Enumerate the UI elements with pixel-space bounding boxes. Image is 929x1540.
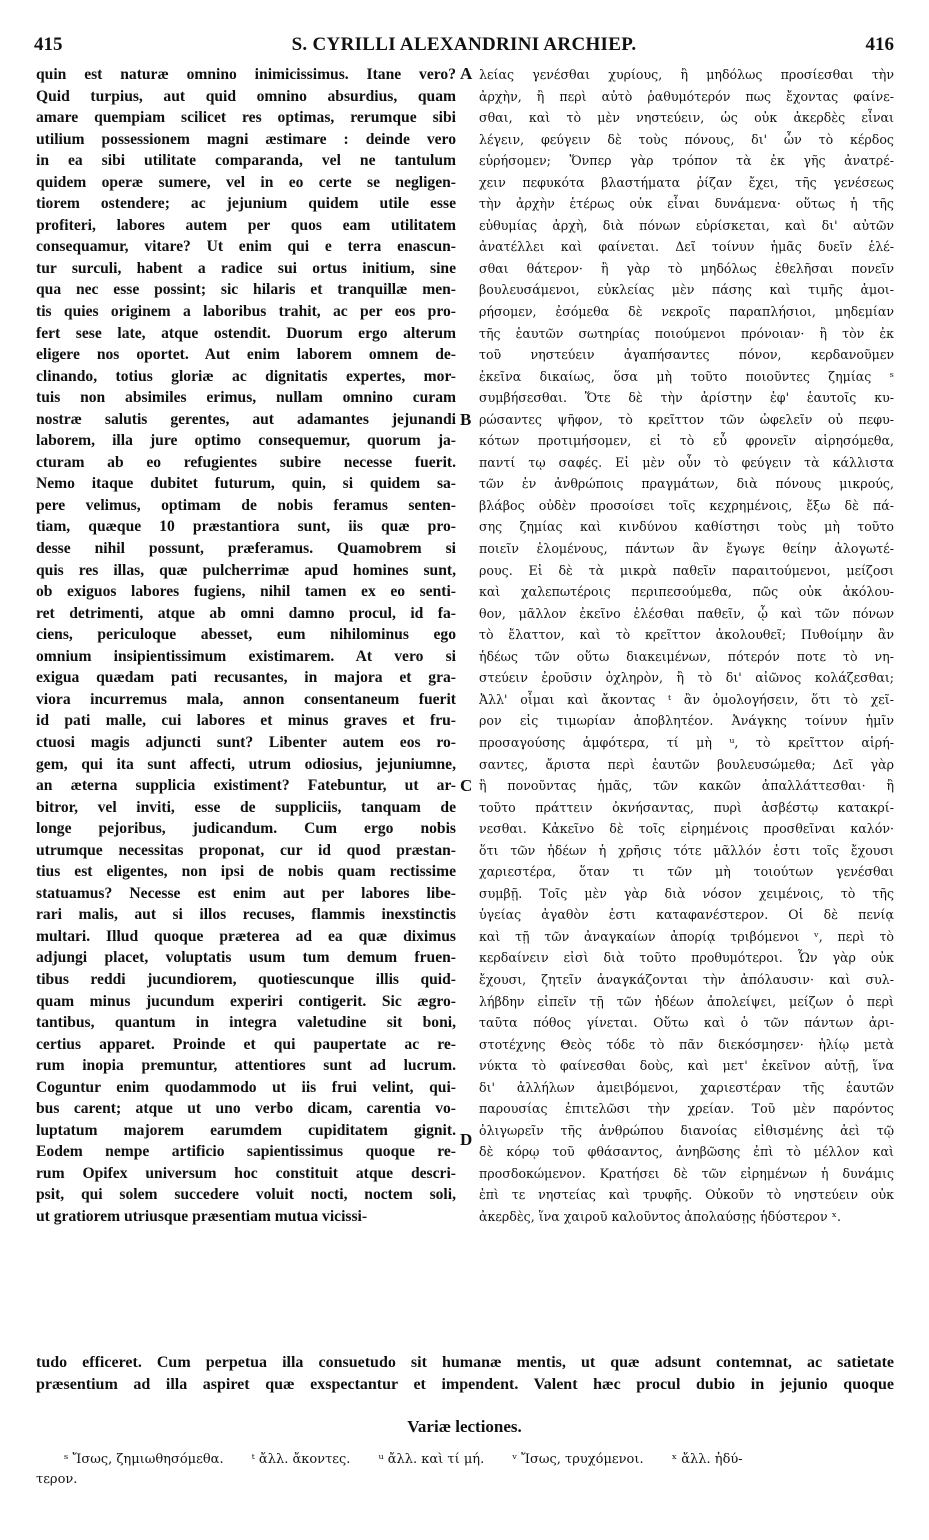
greek-text-line: δὲ κόρῳ τοῦ φθάσαντος, ἀνηβῶσης ἐπὶ τὸ μέλλον καὶ (479, 1144, 894, 1160)
greek-text-line: σθαι θάτερον· ἢ γὰρ τὸ μηδόλως ἐθελῆσαι πονεῖν (479, 260, 894, 276)
latin-text-line: exigua quædam pati recusantes, in majora et gra- (36, 669, 456, 687)
latin-text-line: ctuosi magis adjuncti sunt? Libenter autem eos ro- (36, 733, 456, 751)
greek-text-line: εὑρήσομεν; Ὅνπερ γὰρ τρόπον τὰ ἐκ γῆς ἀνατρέ- (479, 153, 894, 169)
greek-text-line: θον, μᾶλλον ἐκεῖνο ἑλέσθαι παθεῖν, ᾧ καὶ τῶν πόνων (479, 605, 894, 621)
greek-text-line: σης ζημίας καὶ κινδύνου καθίστησι τοὺς μὴ τοῦτο (479, 519, 894, 535)
greek-text-line: χειν πεφυκότα βλαστήματα ῥίζαν ἔχει, τῆς γενέσεως (479, 174, 894, 190)
greek-text-line: προσαγούσης ἀμφότερα, τί μὴ ᵘ, τὸ κρεῖττον αἱρή- (479, 734, 894, 750)
greek-text-line: παρουσίας ἐπιτελῶσι τὴν χρείαν. Τοῦ μὲν παρόντος (479, 1101, 894, 1117)
latin-text-line: bitror, vel inviti, esse de suppliciis, tanquam de (36, 798, 456, 816)
margin-marker-c: C (460, 776, 473, 795)
latin-text-line: luptatum majorem earumdem cupiditatem gignit. (36, 1121, 456, 1139)
latin-text-line: quin est naturæ omnino inimicissimus. Itane vero? (36, 66, 456, 83)
latin-text-line: desse nihil possunt, præferamus. Quamobrem si (36, 540, 456, 558)
greek-text-line: ρώσαντες ψῆφον, τὸ κρεῖττον τῶν ὠφελεῖν οὐ πεφυ- (479, 411, 894, 427)
greek-text-line: ἐκεῖνα δικαίως, ὅσα μὴ τοῦτο ποιοῦντες ζημίας ˢ (479, 368, 894, 384)
greek-text-line: ρήσομεν, ἐσόμεθα δὲ νεκροῖς παραπλήσιοι, μηδεμίαν (479, 304, 894, 320)
greek-text-line: ποιεῖν ἑλομένους, πάντων ἂν ἔγωγε θείην ἀλογωτέ- (479, 541, 894, 557)
latin-text-line: ciens, periculoque abesset, eum nihilominus ego (36, 626, 456, 644)
greek-text-line: νεσθαι. Κἀκεῖνο δὲ τοῖς εἰρημένοις προσθεῖναι καλόν· (479, 821, 894, 837)
greek-text-line: σθαι, καὶ τὸ μὲν νηστεύειν, ὡς οὐκ ἀκερδὲς εἶναι (479, 110, 894, 126)
margin-marker-a: A (460, 64, 473, 83)
greek-text-line: χαριεστέρα, ὅταν τι τῶν μὴ τοιούτων γενέσθαι (479, 864, 894, 880)
greek-column (479, 64, 894, 1228)
latin-text-line: fert sese late, atque ostendit. Duorum ergo alterum (36, 324, 456, 342)
latin-text-line: omnium insipientissimum existimarem. At vero si (36, 647, 456, 665)
latin-text-line: in ea sibi utilitate comparanda, vel ne tantulum (36, 152, 456, 170)
latin-text-line: Quid turpius, aut quid omnino absurdius, quam (36, 87, 456, 105)
greek-text-line: στεύειν ἐροῦσιν ὀχληρὸν, ἢ τὸ δι' αἰῶνος κολάζεσθαι; (479, 670, 894, 686)
latin-text-line: eligere nos oportet. Aut enim laborem omnem de- (36, 346, 456, 364)
latin-text-line: amare quempiam scilicet res optimas, rerumque sibi (36, 109, 456, 127)
full-width-text-line: præsentium ad illa aspiret quæ exspectantur et impendent. Valent hæc procul dubio in jejunio quoque (36, 1375, 894, 1393)
greek-text-line: εὐθυμίας ἀρχὴ, διὰ πόνων εὑρίσκεται, καὶ δι' αὐτῶν (479, 217, 894, 233)
latin-text-line: utilium possessionem magni æstimare : deinde vero (36, 130, 456, 148)
greek-text-line: κότων προτιμήσομεν, εἰ τὸ εὖ φρονεῖν αἱρησόμεθα, (479, 433, 894, 449)
latin-text-line: tis quies originem a laboribus trahit, ac per eos pro- (36, 303, 456, 321)
latin-text-line: cturam ab eo refugientes subire necesse fuerit. (36, 453, 456, 471)
margin-marker-b: B (460, 410, 472, 429)
latin-text-line: rum inopia premuntur, attentiores sunt ad lucrum. (36, 1057, 456, 1075)
latin-text-line: profiteri, labores autem per quos eam utilitatem (36, 216, 456, 234)
latin-text-line: viora incurremus mala, annon consentaneum fuerit (36, 690, 456, 708)
greek-text-line: νύκτα τὸ φαίνεσθαι δοὺς, καὶ μετ' ἐκεῖνον αὐτῇ, ἵνα (479, 1058, 894, 1074)
latin-text-line: tibus reddi jucundiorem, quotiescunque illis quid- (36, 970, 456, 988)
greek-text-line: τὴν ἀρχὴν ἑτέρως οὐκ εἶναι δυνάμενα· οὕτως ἡ τῆς (479, 196, 894, 212)
running-title: S. CYRILLI ALEXANDRINI ARCHIEP. (291, 34, 637, 55)
latin-text-line: ut gratiorem utriusque præsentiam mutua vicissi- (36, 1207, 368, 1225)
latin-text-line: tuis non absimiles erimus, nullam omnino curam (36, 389, 456, 407)
latin-text-line: longe pejoribus, judicandum. Cum ergo nobis (36, 820, 456, 838)
latin-text-line: an æterna supplicia existiment? Fatebuntur, ut ar- (36, 777, 456, 795)
greek-text-line: ἀρχὴν, ἢ περὶ αὐτὸ ῥαθυμότερόν πως ἔχοντας φαίνε- (479, 88, 894, 104)
latin-text-line: certius apparet. Proinde et qui paupertate ac re- (36, 1035, 456, 1053)
latin-text-line: ret detrimenti, atque ab omni damno procul, id fa- (36, 604, 456, 622)
greek-text-line: ρους. Εἰ δὲ τὰ μικρὰ παθεῖν παραιτούμενοι, μείζοσι (479, 562, 894, 578)
latin-text-line: qua nec esse possint; sic hilaris et tranquillæ men- (36, 281, 456, 299)
footnote-item: ᵛ Ἴσως, τρυχόμενοι. (512, 1452, 644, 1467)
greek-text-line: ἡδέως τῶν οὕτω διακειμένων, πότερόν ποτε τὸ νη- (479, 648, 894, 664)
latin-text-line: gem, qui ita sunt affecti, utrum odiosius, jejuniumne, (36, 755, 456, 773)
greek-text-line: τοῦτο πράττειν ὀκνήσαντας, πυρὶ ἀσβέστῳ κατακρί- (479, 799, 894, 815)
latin-text-line: consequamur, vitare? Ut enim qui e terra enascun- (36, 238, 456, 256)
footnote-continuation: τερον. (36, 1472, 78, 1487)
greek-text-line: ἔχουσι, ζητεῖν ἀναγκάζονται τὴν ἀπόλαυσιν· καὶ συλ- (479, 971, 894, 987)
greek-text-line: παντί τῳ σαφές. Εἰ μὲν οὖν τὸ φεύγειν τὰ κάλλιστα (479, 454, 894, 470)
footnote-row (36, 1450, 894, 1470)
greek-text-line: κερδαίνειν εἰσὶ διὰ τοῦτο προθυμότεροι. Ὧν γὰρ οὐκ (479, 950, 894, 966)
latin-text-line: bus carent; atque ut uno verbo dicam, carentia vo- (36, 1100, 456, 1118)
latin-text-line: tantibus, quantum in integra valetudine sit boni, (36, 1014, 456, 1032)
greek-text-line: λέγειν, φεύγειν δὲ τοὺς πόνους, δι' ὧν τὸ κέρδος (479, 131, 894, 147)
latin-column (36, 64, 456, 1228)
greek-text-line: τῶν ἐν ἀνθρώποις πραγμάτων, διὰ πόνους μικρούς, (479, 476, 894, 492)
greek-text-line: βουλευσάμενοι, εὐκλείας μὲν πάσης καὶ τιμῆς ἀμοι- (479, 282, 894, 298)
greek-text-line: Ἀλλ' οἶμαι καὶ ἄκοντας ᵗ ἂν ὁμολογήσειν, ὅτι τὸ χεῖ- (479, 691, 894, 707)
footnote-item: ᵗ ἄλλ. ἄκοντες. (251, 1452, 351, 1467)
greek-text-line: ἐπὶ τε νηστείας καὶ τρυφῆς. Οὐκοῦν τὸ νηστεύειν οὐκ (479, 1187, 894, 1203)
greek-text-line: σαντες, ἄριστα περὶ ἑαυτῶν βουλευσώμεθα; Δεῖ γὰρ (479, 756, 894, 772)
footnote-item: ᵘ ἄλλ. καὶ τί μή. (378, 1452, 485, 1467)
footnote-item: ˣ ἄλλ. ἡδύ- (671, 1452, 743, 1467)
page-number-right: 416 (865, 34, 894, 55)
latin-text-line: nostræ salutis gerentes, aut adamantes jejunandi (36, 410, 456, 428)
greek-text-line: στοτέχνης Θεὸς τόδε τὸ πᾶν διεκόσμησεν· ἡλίῳ μετὰ (479, 1036, 894, 1052)
greek-text-line: λείας γενέσθαι χυρίους, ἢ μηδόλως προσίεσθαι τὴν (479, 67, 894, 82)
greek-text-line: ρον εἰς τιμωρίαν ἀποβλητέον. Ἀνάγκης τοίνυν ἡμῖν (479, 713, 894, 729)
greek-text-line: προσδοκώμενον. Κρατήσει δὲ τῶν εἰρημένων ἡ δυνάμις (479, 1165, 894, 1181)
footnote-item: ˢ Ἴσως, ζημιωθησόμεθα. (64, 1452, 224, 1467)
latin-text-line: clinando, totius gloriæ ac dignitatis expertes, mor- (36, 367, 456, 385)
greek-text-line: συμβήσεσθαι. Ὅτε δὲ τὴν ἀρίστην ἐφ' ἑαυτοῖς κυ- (479, 390, 894, 406)
greek-text-line: ὅτι τῶν ἡδέων ἡ χρῆσις τότε μᾶλλόν ἐστι τοῖς ἔχουσι (479, 842, 894, 858)
full-width-text (36, 1352, 894, 1395)
latin-text-line: psit, qui solem succedere voluit nocti, noctem soli, (36, 1186, 456, 1204)
latin-text-line: tiorem ostendere; ac jejunium quidem utile esse (36, 195, 456, 213)
greek-text-line: συμβῇ. Τοῖς μὲν γὰρ διὰ νόσον χειμένοις, τὸ τῆς (479, 885, 894, 901)
latin-text-line: laborem, illa jure optimo consequemur, quorum ja- (36, 432, 456, 450)
page-number-left: 415 (34, 34, 63, 55)
greek-text-line: ὑγείας ἀγαθὸν ἐστι καταφανέστερον. Οἱ δὲ πενίᾳ (479, 907, 894, 923)
latin-text-line: quam minus jucundum experiri contigerit. Sic ægro- (36, 992, 456, 1010)
latin-text-line: pere velimus, optimam de nobis feramus senten- (36, 496, 456, 514)
latin-text-line: tiam, quæque 10 præstantiora sunt, iis quæ pro- (36, 518, 456, 536)
latin-text-line: rum Opifex universum hoc constituit atque descri- (36, 1164, 456, 1182)
variae-lectiones-heading: Variæ lectiones. (407, 1417, 522, 1436)
latin-text-line: rari malis, aut si illos recuses, flammis inexstinctis (36, 906, 456, 924)
full-width-text-line: tudo efficeret. Cum perpetua illa consuetudo sit humanæ mentis, ut quæ adsunt contemnat, ac satietate (36, 1354, 894, 1371)
greek-text-line: δι' ἀλλήλων ἀμειβόμενοι, χαριεστέραν τῆς ἑαυτῶν (479, 1079, 894, 1095)
footnotes (36, 1450, 894, 1490)
greek-text-line: καὶ χαλεπωτέροις περιπεσούμεθα, πῶς οὐκ ἀκόλου- (479, 584, 894, 600)
latin-text-line: id pati malle, cui labores et minus graves et fru- (36, 712, 456, 730)
greek-text-line: ὀλιγωρεῖν τῆς ἀνθρώπου διανοίας εἰθισμένης ἀεὶ τῷ (479, 1122, 894, 1138)
latin-text-line: tur surculi, habent a radice sui ortus initium, sine (36, 259, 456, 277)
greek-text-line: τὸ ἔλαττον, καὶ τὸ κρεῖττον ἀκολουθεῖ; Πυθοίμην ἂν (479, 627, 894, 643)
latin-text-line: multari. Illud quoque præterea ad ea quæ diximus (36, 927, 456, 945)
greek-text-line: τοῦ νηστεύειν ἀγαπήσαντες πόνον, κερδανοῦμεν (479, 347, 894, 363)
latin-text-line: adjungi placet, voluptatis usum tum demum fruen- (36, 949, 456, 967)
greek-text-line: βλάβος οὐδὲν προσοίσει τοῖς κεχρημένοις, ἔξω δὲ πά- (479, 497, 894, 513)
latin-text-line: quis res illas, quæ pulcherrimæ apud homines sunt, (36, 561, 456, 579)
latin-text-line: tius est eligentes, non ipsi de nobis quam rectissime (36, 863, 456, 881)
greek-text-line: λήβδην εἰπεῖν τῇ τῶν ἡδέων ἀπολείψει, μείζων ὁ περὶ (479, 993, 894, 1009)
latin-text-line: ob exiguos labores fugiens, nihil tamen ex eo senti- (36, 583, 456, 601)
greek-text-line: ἢ πονοῦντας ἡμᾶς, τῶν κακῶν ἀπαλλάττεσθαι· ἢ (479, 778, 894, 794)
latin-text-line: Nemo itaque dubitet futurum, quin, si quidem sa- (36, 475, 456, 493)
greek-text-line: ἀνατέλλει καὶ φαίνεται. Δεῖ τοίνυν ἡμᾶς δυεῖν ἑλέ- (479, 239, 894, 255)
latin-text-line: statuamus? Necesse est enim aut per labores libe- (36, 884, 456, 902)
greek-text-line: ταῦτα πόθος γίνεται. Οὕτω καὶ ὁ τῶν πάντων ἀρι- (479, 1015, 894, 1031)
latin-text-line: Coguntur enim quodammodo ut iis frui velint, qui- (36, 1078, 456, 1096)
margin-marker-d: D (460, 1130, 473, 1149)
latin-text-line: quidem operæ sumere, vel in eo certe se negligen- (36, 173, 456, 191)
page-header (34, 34, 894, 60)
latin-text-line: utrumque necessitas proponat, cur id quod præstan- (36, 841, 456, 859)
greek-text-line: ἀκερδὲς, ἵνα χαιροῦ καλοῦντος ἀπολαύσῃς ἡδύστερον ˣ. (479, 1208, 841, 1224)
greek-text-line: καὶ τῇ τῶν ἀναγκαίων ἀπορίᾳ τριβόμενοι ᵛ, περὶ τὸ (479, 928, 894, 944)
latin-text-line: Eodem nempe artificio sapientissimus quoque re- (36, 1143, 456, 1161)
greek-text-line: τῆς ἑαυτῶν σωτηρίας ποιούμενοι πρόνοιαν· ἢ τὸν ἐκ (479, 325, 894, 341)
